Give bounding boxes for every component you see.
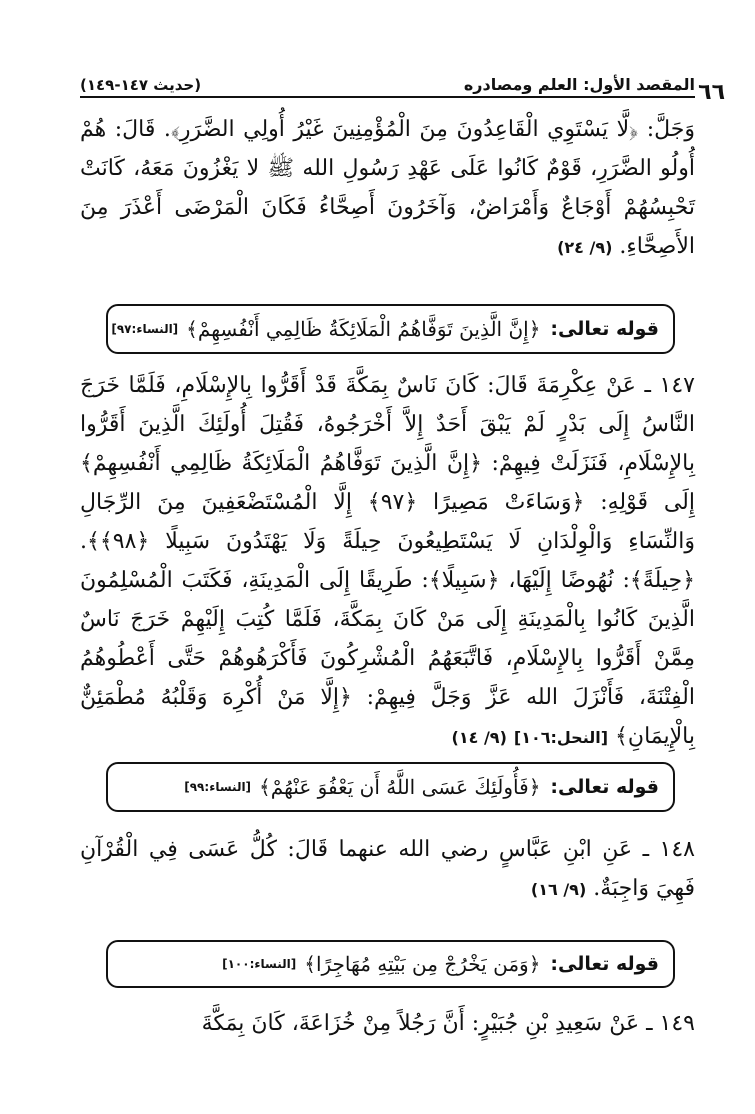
running-header	[80, 60, 695, 94]
paragraph-text: ١٤٨ ـ عَنِ ابْنِ عَبَّاسٍ رضي الله عنهما قَالَ: كُلُّ عَسَى فِي الْقُرْآنِ فَهِيَ وَاجِبَةٌ.	[80, 837, 695, 901]
verse-box-source: [النساء:١٠٠]	[222, 957, 297, 971]
paragraph-continuation	[80, 110, 695, 278]
verse-box-label: قوله تعالى:	[550, 318, 659, 340]
verse-box-nisa-100	[106, 940, 675, 988]
page-number: ٦٦	[698, 80, 725, 105]
header-hadith-range: (حديث ١٤٧-١٤٩)	[80, 76, 202, 94]
quran-source-reference: [النحل:١٠٦]	[513, 728, 609, 747]
volume-page-reference: (٩/ ١٦)	[530, 880, 587, 899]
verse-box-ayah: ﴿وَمَن يَخْرُجْ مِن بَيْتِهِ مُهَاجِرًا﴾	[304, 952, 541, 976]
volume-page-reference: (٩/ ٢٤)	[557, 238, 613, 257]
paragraph-text: وَجَلَّ: ﴿لَّا يَسْتَوِي الْقَاعِدُونَ مِنَ الْمُؤْمِنِينَ غَيْرُ أُولِي الضَّرَرِ﴾. قَالَ: هُمْ أُولُو الضَّرَرِ، قَوْمٌ كَانُوا عَلَى عَهْدِ رَسُولِ الله ﷺ لا يَغْزُونَ مَعَهُ، كَانَتْ تَحْبِسُهُمْ أَوْجَاعٌ وَأَمْرَاضٌ، وَآخَرُونَ أَصِحَّاءُ فَكَانَ الْمَرْضَى أَعْذَرَ مِنَ الأَصِحَّاءِ.	[80, 117, 695, 259]
header-rule	[80, 96, 695, 98]
hadith-149	[80, 1004, 695, 1048]
volume-page-reference: (٩/ ١٤)	[451, 728, 507, 747]
verse-box-nisa-97	[106, 304, 675, 354]
hadith-148	[80, 830, 695, 910]
paragraph-text: ١٤٧ ـ عَنْ عِكْرِمَةَ قَالَ: كَانَ نَاسٌ بِمَكَّةَ قَدْ أَقَرُّوا بِالإِسْلَامِ، فَلَمَّا خَرَجَ النَّاسُ إِلَى بَدْرٍ لَمْ يَبْقَ أَحَدٌ إِلاَّ أَخْرَجُوهُ، فَقُتِلَ أُولَئِكَ الَّذِينَ أَقَرُّوا بِالإِسْلَامِ، فَنَزَلَتْ فِيهِمْ: ﴿إِنَّ الَّذِينَ تَوَفَّاهُمُ الْمَلَائِكَةُ ظَالِمِي أَنْفُسِهِمْ﴾ إِلَى قَوْلِهِ: ﴿وَسَاءَتْ مَصِيرًا ﴿٩٧﴾ إِلَّا الْمُسْتَضْعَفِينَ مِنَ الرِّجَالِ وَالنِّسَاءِ وَالْوِلْدَانِ لَا يَسْتَطِيعُونَ حِيلَةً وَلَا يَهْتَدُونَ سَبِيلًا ﴿٩٨﴾﴾. ﴿حِيلَةً﴾: نُهُوضًا إِلَيْهَا، ﴿سَبِيلًا﴾: طَرِيقًا إِلَى الْمَدِينَةِ، فَكَتَبَ الْمُسْلِمُونَ الَّذِينَ كَانُوا بِالْمَدِينَةِ إِلَى مَنْ كَانَ بِمَكَّةَ، فَلَمَّا كُتِبَ إِلَيْهِمْ خَرَجَ نَاسٌ مِمَّنْ أَقَرُّوا بِالإِسْلَامِ، فَاتَّبَعَهُمُ الْمُشْرِكُونَ فَأَكْرَهُوهُمْ حَتَّى أَعْطُوهُمُ الْفِتْنَةَ، فَأَنْزَلَ الله عَزَّ وَجَلَّ فِيهِمْ: ﴿إِلَّا مَنْ أُكْرِهَ وَقَلْبُهُ مُطْمَئِنٌّ بِالْإِيمَانِ﴾	[80, 373, 695, 749]
verse-box-source: [النساء:٩٧]	[111, 322, 179, 336]
verse-box-source: [النساء:٩٩]	[184, 780, 252, 794]
verse-box-nisa-99	[106, 762, 675, 812]
header-section-title: المقصد الأول: العلم ومصادره	[463, 75, 695, 94]
verse-box-label: قوله تعالى:	[550, 776, 659, 798]
verse-box-label: قوله تعالى:	[550, 953, 659, 975]
hadith-147	[80, 366, 695, 749]
paragraph-text: ١٤٩ ـ عَنْ سَعِيدِ بْنِ جُبَيْرٍ: أَنَّ رَجُلاً مِنْ خُزَاعَةَ، كَانَ بِمَكَّةَ	[201, 1011, 695, 1036]
verse-box-ayah: ﴿فَأُولَئِكَ عَسَى اللَّهُ أَن يَعْفُوَ عَنْهُمْ﴾	[259, 775, 541, 799]
verse-box-ayah: ﴿إِنَّ الَّذِينَ تَوَفَّاهُمُ الْمَلَائِكَةُ ظَالِمِي أَنْفُسِهِمْ﴾	[186, 317, 541, 341]
